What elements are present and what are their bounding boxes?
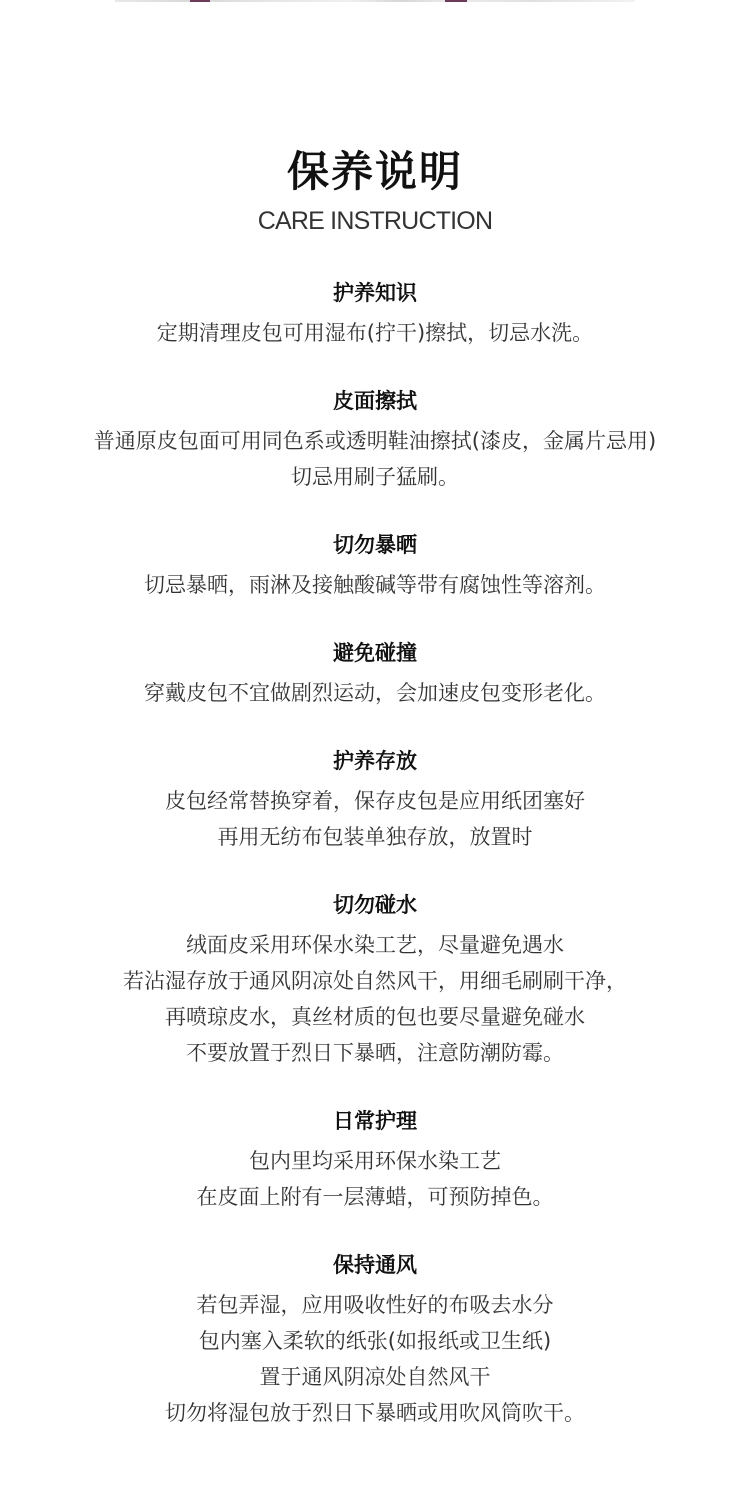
care-section	[0, 639, 750, 711]
section-heading: 日常护理	[333, 1109, 417, 1133]
page-title: 保养说明	[286, 147, 463, 196]
page-subtitle: CARE INSTRUCTION	[257, 207, 493, 235]
care-section	[0, 891, 750, 1071]
section-heading: 切勿碰水	[333, 893, 417, 917]
section-text-line: 皮包经常替换穿着，保存皮包是应用纸团塞好	[165, 789, 585, 813]
section-text-line: 若沾湿存放于通风阴凉处自然风干，用细毛刷刷干净，	[123, 969, 627, 993]
section-text-line: 包内塞入柔软的纸张(如报纸或卫生纸)	[198, 1329, 552, 1353]
section-heading: 皮面擦拭	[333, 389, 417, 413]
section-text-line: 再喷琼皮水，真丝材质的包也要尽量避免碰水	[165, 1005, 585, 1029]
section-text-line: 切忌暴晒，雨淋及接触酸碱等带有腐蚀性等溶剂。	[144, 573, 606, 597]
section-text-line: 不要放置于烈日下暴晒，注意防潮防霉。	[186, 1041, 564, 1065]
section-text-line: 若包弄湿，应用吸收性好的布吸去水分	[196, 1293, 554, 1317]
section-text-line: 绒面皮采用环保水染工艺，尽量避免遇水	[186, 933, 564, 957]
top-strip-accent-left	[190, 0, 210, 2]
section-text-line: 再用无纺布包装单独存放，放置时	[217, 825, 533, 849]
section-text-line: 切忌用刷子猛刷。	[291, 465, 459, 489]
section-heading: 保持通风	[333, 1253, 417, 1277]
care-section	[0, 531, 750, 603]
section-heading: 护养知识	[333, 281, 417, 305]
care-section	[0, 1107, 750, 1215]
section-text-line: 普通原皮包面可用同色系或透明鞋油擦拭(漆皮，金属片忌用)	[93, 429, 657, 453]
section-heading: 切勿暴晒	[333, 533, 417, 557]
page-header	[0, 148, 750, 236]
section-text-line: 定期清理皮包可用湿布(拧干)擦拭，切忌水洗。	[156, 321, 594, 345]
section-text-line: 置于通风阴凉处自然风干	[259, 1365, 491, 1389]
top-strip-accent-right	[445, 0, 467, 2]
care-section	[0, 387, 750, 495]
section-text-line: 切勿将湿包放于烈日下暴晒或用吹风筒吹干。	[165, 1401, 585, 1425]
section-heading: 护养存放	[333, 749, 417, 773]
section-text-line: 穿戴皮包不宜做剧烈运动，会加速皮包变形老化。	[144, 681, 606, 705]
section-heading: 避免碰撞	[333, 641, 417, 665]
care-section	[0, 1251, 750, 1431]
section-text-line: 在皮面上附有一层薄蜡，可预防掉色。	[196, 1185, 554, 1209]
care-section	[0, 747, 750, 855]
section-text-line: 包内里均采用环保水染工艺	[249, 1149, 501, 1173]
care-sections	[0, 279, 750, 1467]
top-image-strip	[115, 0, 635, 2]
care-section	[0, 279, 750, 351]
